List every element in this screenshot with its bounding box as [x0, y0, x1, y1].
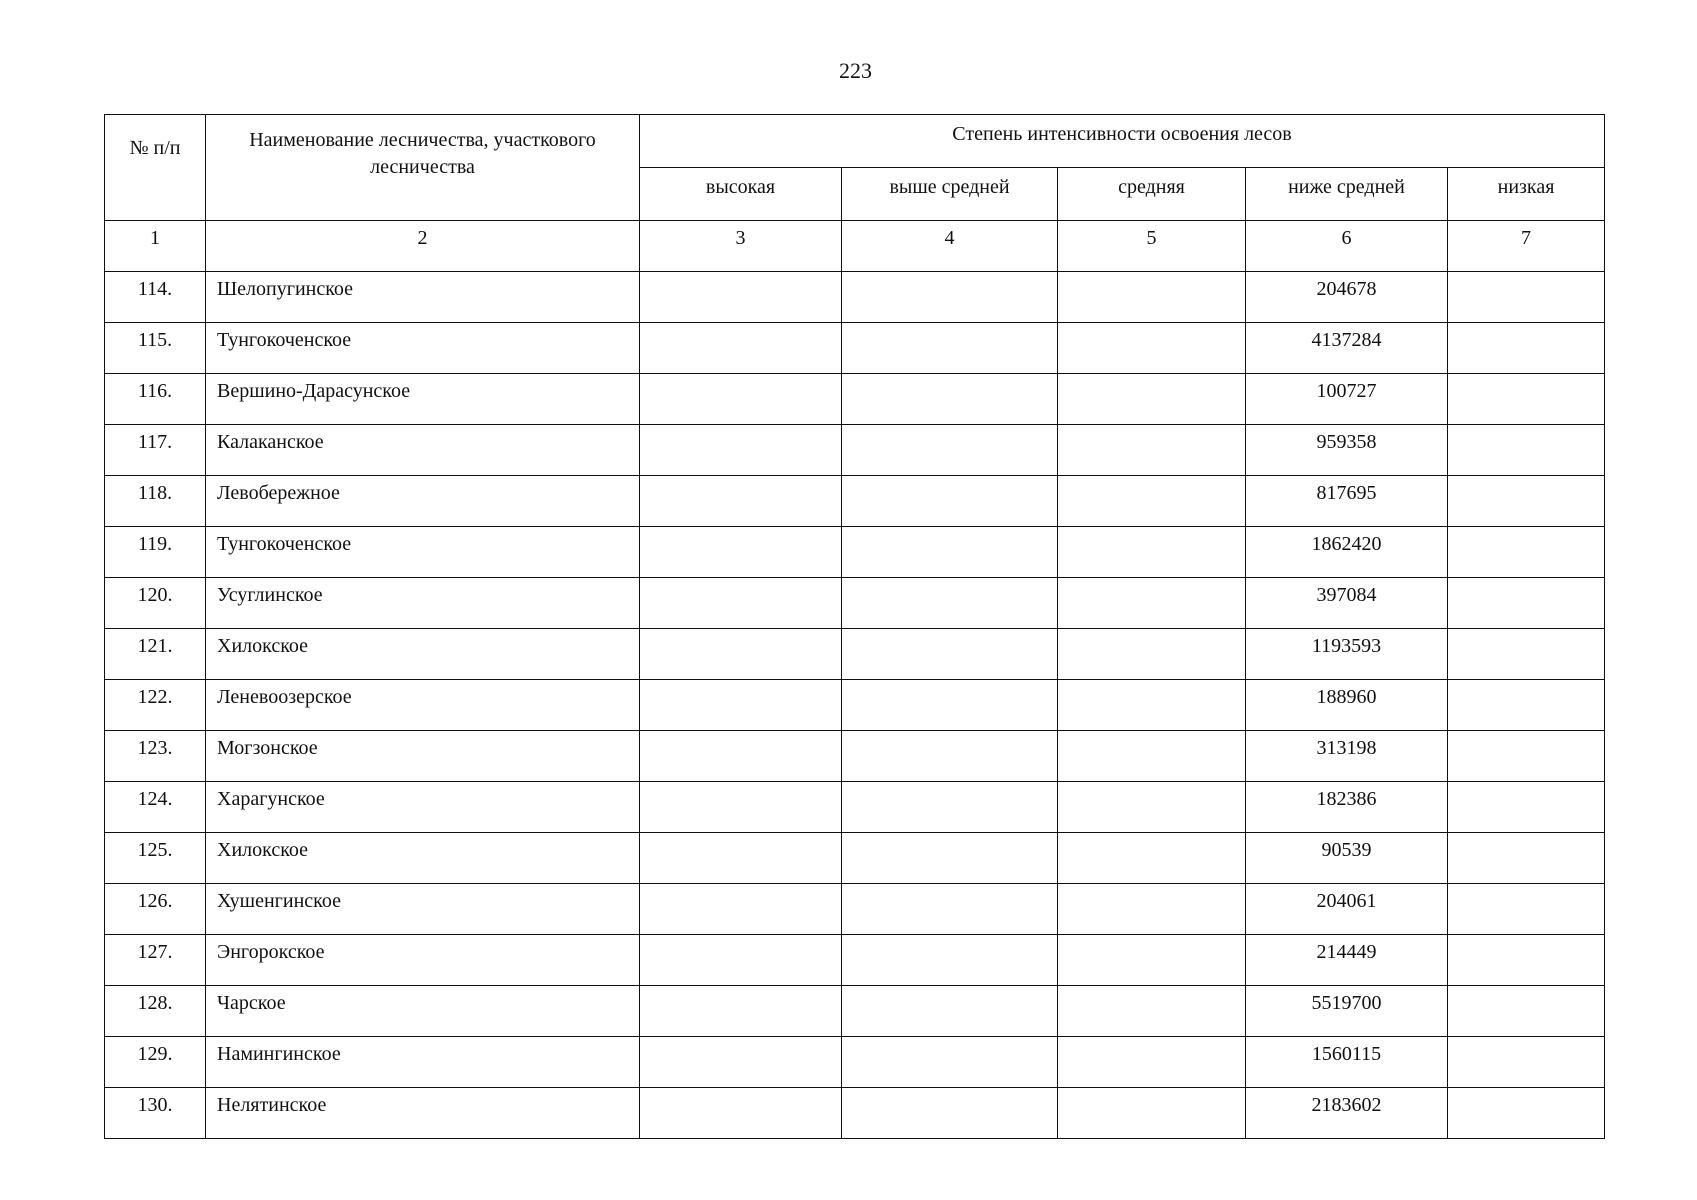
cell-below-average: 90539: [1246, 833, 1448, 884]
row-number: 130.: [105, 1088, 206, 1139]
forestry-name: Левобережное: [206, 476, 640, 527]
row-number: 124.: [105, 782, 206, 833]
cell-below-average: 817695: [1246, 476, 1448, 527]
column-header-above-average: выше средней: [842, 168, 1058, 221]
table-row: [105, 476, 1605, 527]
row-number: 121.: [105, 629, 206, 680]
cell-average: [1058, 1088, 1246, 1139]
cell-above-average: [842, 731, 1058, 782]
table-row: [105, 935, 1605, 986]
cell-average: [1058, 884, 1246, 935]
table-row: [105, 1088, 1605, 1139]
cell-below-average: 204678: [1246, 272, 1448, 323]
cell-high: [640, 986, 842, 1037]
cell-high: [640, 476, 842, 527]
cell-below-average: 2183602: [1246, 1088, 1448, 1139]
cell-high: [640, 731, 842, 782]
cell-above-average: [842, 1088, 1058, 1139]
cell-above-average: [842, 782, 1058, 833]
cell-high: [640, 935, 842, 986]
row-number: 126.: [105, 884, 206, 935]
cell-high: [640, 578, 842, 629]
forestry-name: Могзонское: [206, 731, 640, 782]
table-row: [105, 374, 1605, 425]
column-index: 4: [842, 221, 1058, 272]
cell-high: [640, 629, 842, 680]
cell-high: [640, 1088, 842, 1139]
cell-low: [1448, 986, 1605, 1037]
row-number: 120.: [105, 578, 206, 629]
cell-high: [640, 1037, 842, 1088]
cell-average: [1058, 272, 1246, 323]
cell-average: [1058, 1037, 1246, 1088]
column-index: 2: [206, 221, 640, 272]
row-number: 129.: [105, 1037, 206, 1088]
row-number: 127.: [105, 935, 206, 986]
cell-low: [1448, 884, 1605, 935]
forestry-name: Нелятинское: [206, 1088, 640, 1139]
cell-low: [1448, 374, 1605, 425]
cell-above-average: [842, 527, 1058, 578]
table-row: [105, 629, 1605, 680]
table-row: [105, 323, 1605, 374]
cell-average: [1058, 425, 1246, 476]
cell-below-average: 313198: [1246, 731, 1448, 782]
table-row: [105, 731, 1605, 782]
cell-below-average: 204061: [1246, 884, 1448, 935]
forestry-name: Хушенгинское: [206, 884, 640, 935]
column-header-number: № п/п: [105, 115, 206, 221]
cell-above-average: [842, 476, 1058, 527]
forestry-name: Тунгокоченское: [206, 323, 640, 374]
cell-below-average: 5519700: [1246, 986, 1448, 1037]
table-row: [105, 425, 1605, 476]
forestry-name: Намингинское: [206, 1037, 640, 1088]
column-index: 1: [105, 221, 206, 272]
cell-average: [1058, 680, 1246, 731]
column-index: 7: [1448, 221, 1605, 272]
table-row: [105, 578, 1605, 629]
cell-below-average: 188960: [1246, 680, 1448, 731]
column-header-low: низкая: [1448, 168, 1605, 221]
row-number: 117.: [105, 425, 206, 476]
row-number: 114.: [105, 272, 206, 323]
cell-average: [1058, 782, 1246, 833]
cell-high: [640, 527, 842, 578]
cell-above-average: [842, 935, 1058, 986]
cell-high: [640, 425, 842, 476]
cell-below-average: 100727: [1246, 374, 1448, 425]
table-header: [105, 115, 1605, 221]
table-row: [105, 1037, 1605, 1088]
cell-average: [1058, 323, 1246, 374]
cell-above-average: [842, 986, 1058, 1037]
row-number: 119.: [105, 527, 206, 578]
cell-below-average: 959358: [1246, 425, 1448, 476]
row-number: 115.: [105, 323, 206, 374]
table-row: [105, 884, 1605, 935]
row-number: 125.: [105, 833, 206, 884]
column-header-below-average: ниже средней: [1246, 168, 1448, 221]
cell-below-average: 397084: [1246, 578, 1448, 629]
cell-average: [1058, 833, 1246, 884]
cell-above-average: [842, 323, 1058, 374]
cell-low: [1448, 935, 1605, 986]
row-number: 123.: [105, 731, 206, 782]
cell-below-average: 1193593: [1246, 629, 1448, 680]
column-header-average: средняя: [1058, 168, 1246, 221]
column-header-high: высокая: [640, 168, 842, 221]
cell-low: [1448, 476, 1605, 527]
cell-above-average: [842, 425, 1058, 476]
cell-below-average: 182386: [1246, 782, 1448, 833]
cell-low: [1448, 731, 1605, 782]
table-row: [105, 680, 1605, 731]
cell-low: [1448, 527, 1605, 578]
cell-low: [1448, 1037, 1605, 1088]
column-index: 5: [1058, 221, 1246, 272]
cell-above-average: [842, 833, 1058, 884]
forestry-name: Усуглинское: [206, 578, 640, 629]
table-body: [105, 221, 1605, 1139]
row-number: 116.: [105, 374, 206, 425]
cell-high: [640, 833, 842, 884]
forestry-name: Харагунское: [206, 782, 640, 833]
table-row: [105, 782, 1605, 833]
cell-average: [1058, 374, 1246, 425]
cell-high: [640, 884, 842, 935]
cell-high: [640, 323, 842, 374]
cell-average: [1058, 527, 1246, 578]
cell-average: [1058, 935, 1246, 986]
cell-above-average: [842, 578, 1058, 629]
cell-low: [1448, 272, 1605, 323]
cell-average: [1058, 476, 1246, 527]
cell-above-average: [842, 1037, 1058, 1088]
column-index-row: [105, 221, 1605, 272]
row-number: 118.: [105, 476, 206, 527]
row-number: 122.: [105, 680, 206, 731]
forestry-name: Тунгокоченское: [206, 527, 640, 578]
cell-low: [1448, 425, 1605, 476]
cell-average: [1058, 731, 1246, 782]
cell-above-average: [842, 374, 1058, 425]
cell-low: [1448, 629, 1605, 680]
forestry-name: Чарское: [206, 986, 640, 1037]
forestry-name: Калаканское: [206, 425, 640, 476]
cell-below-average: 214449: [1246, 935, 1448, 986]
cell-below-average: 4137284: [1246, 323, 1448, 374]
column-index: 6: [1246, 221, 1448, 272]
cell-below-average: 1862420: [1246, 527, 1448, 578]
cell-high: [640, 680, 842, 731]
cell-above-average: [842, 272, 1058, 323]
cell-average: [1058, 629, 1246, 680]
cell-low: [1448, 782, 1605, 833]
column-index: 3: [640, 221, 842, 272]
forestry-name: Леневоозерское: [206, 680, 640, 731]
table-row: [105, 272, 1605, 323]
column-header-name: Наименование лесничества, участкового лесничества: [206, 115, 640, 221]
cell-above-average: [842, 629, 1058, 680]
forestry-name: Хилокское: [206, 629, 640, 680]
column-group-header-intensity: Степень интенсивности освоения лесов: [640, 115, 1605, 168]
row-number: 128.: [105, 986, 206, 1037]
cell-low: [1448, 1088, 1605, 1139]
forestry-name: Хилокское: [206, 833, 640, 884]
cell-low: [1448, 833, 1605, 884]
cell-low: [1448, 680, 1605, 731]
cell-above-average: [842, 680, 1058, 731]
cell-high: [640, 374, 842, 425]
cell-above-average: [842, 884, 1058, 935]
cell-average: [1058, 986, 1246, 1037]
cell-low: [1448, 323, 1605, 374]
cell-high: [640, 272, 842, 323]
table-row: [105, 833, 1605, 884]
table-row: [105, 986, 1605, 1037]
forestry-name: Энгорокское: [206, 935, 640, 986]
table-row: [105, 527, 1605, 578]
forestry-name: Вершино-Дарасунское: [206, 374, 640, 425]
forestry-table: [104, 114, 1605, 1139]
cell-below-average: 1560115: [1246, 1037, 1448, 1088]
cell-average: [1058, 578, 1246, 629]
cell-high: [640, 782, 842, 833]
cell-low: [1448, 578, 1605, 629]
page-number: 223: [839, 58, 872, 83]
forestry-name: Шелопугинское: [206, 272, 640, 323]
